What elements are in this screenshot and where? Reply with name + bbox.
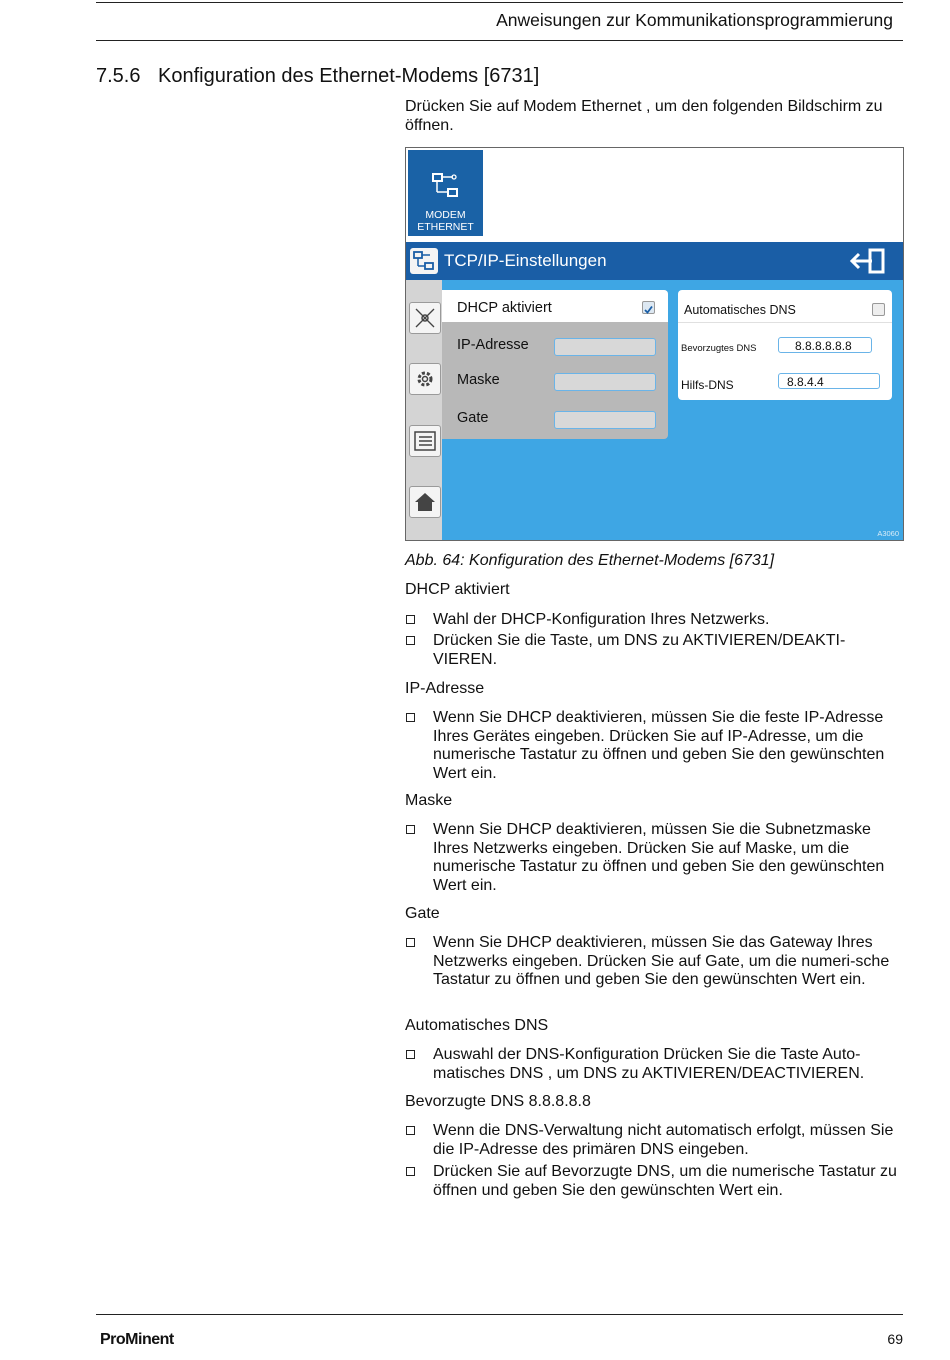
ip-label: IP-Adresse: [457, 337, 529, 353]
bullet-square: [406, 938, 415, 947]
menu-list-icon: [410, 426, 440, 456]
mask-label: Maske: [457, 372, 500, 388]
figure-caption: Abb. 64: Konfiguration des Ethernet-Modems [6731]: [405, 552, 775, 569]
side-button-network[interactable]: [409, 302, 441, 334]
bullet-square: [406, 713, 415, 722]
gear-icon: [410, 364, 440, 394]
ip-address-field[interactable]: [554, 338, 656, 356]
figure-id: A3060: [877, 529, 899, 538]
section-title: Konfiguration des Ethernet-Modems [6731]: [158, 65, 540, 87]
intro-text: Drücken Sie auf Modem Ethernet , um den folgenden Bildschirm zu öffnen.: [405, 98, 883, 134]
pref-dns-field[interactable]: 8.8.8.8.8.8: [778, 337, 872, 353]
section-heading: [96, 65, 539, 88]
bullet-item: Wenn Sie DHCP deaktivieren, müssen Sie die feste IP-Adresse Ihres Gerätes eingeben. Drücken Sie auf IP-Adresse, um die numerische Tastatur zu öffnen und geben Sie den gewünschten Wert ein.: [405, 709, 903, 783]
exit-icon[interactable]: [848, 247, 888, 275]
term-mask: Maske: [405, 792, 453, 809]
tcpip-screen: [406, 242, 903, 540]
dhcp-label: DHCP aktiviert: [457, 300, 552, 316]
check-icon: [643, 304, 654, 315]
tile-label-1: MODEM: [425, 209, 466, 221]
bullet-item: Wenn die DNS-Verwaltung nicht automatisch erfolgt, müssen Sie die IP-Adresse des primären DNS eingeben.: [405, 1122, 903, 1159]
screenshot-figure: [405, 147, 904, 541]
bullet-square: [406, 1167, 415, 1176]
top-rule: [96, 2, 903, 3]
alt-dns-field[interactable]: 8.8.4.4: [778, 373, 880, 389]
footer-rule: [96, 1314, 903, 1315]
tile-label-2: ETHERNET: [417, 221, 474, 233]
term-dhcp: DHCP aktiviert: [405, 581, 510, 598]
screen-titlebar: [406, 242, 903, 280]
network-settings-icon: [410, 248, 438, 274]
bullet-item: Wenn Sie DHCP deaktivieren, müssen Sie das Gateway Ihres Netzwerks eingeben. Drücken Sie auf Gate, um die numeri-sche Tastatur zu öffnen und geben Sie den gewünschten Wert ein.: [405, 934, 903, 990]
term-gate: Gate: [405, 905, 440, 922]
gate-label: Gate: [457, 410, 489, 426]
network-nodes-icon: [410, 303, 440, 333]
term-pref-dns: Bevorzugte DNS 8.8.8.8.8: [405, 1093, 591, 1110]
gate-field[interactable]: [554, 411, 656, 429]
bullet-item: Auswahl der DNS-Konfiguration Drücken Sie die Taste Auto-matisches DNS , um DNS zu AKTIVIEREN/DEACTIVIEREN.: [405, 1046, 903, 1083]
auto-dns-label: Automatisches DNS: [684, 303, 796, 317]
screen-title: TCP/IP-Einstellungen: [444, 251, 607, 270]
side-button-settings[interactable]: [409, 363, 441, 395]
bullet-item: Drücken Sie auf Bevorzugte DNS, um die numerische Tastatur zu öffnen und geben Sie den gewünschten Wert ein.: [405, 1163, 903, 1200]
home-icon: [410, 487, 440, 517]
mask-field[interactable]: [554, 373, 656, 391]
bullet-item: Drücken Sie die Taste, um DNS zu AKTIVIEREN/DEAKTI-VIEREN.: [405, 632, 903, 669]
network-icon: [431, 172, 461, 200]
brand-logo: ProMinent: [100, 1331, 174, 1348]
bullet-square: [406, 1050, 415, 1059]
bullet-item: Wenn Sie DHCP deaktivieren, müssen Sie die Subnetzmaske Ihres Netzwerks eingeben. Drücken Sie auf Maske, um die numerische Tastatur zu öffnen und geben Sie den gewünschten Wert ein.: [405, 821, 903, 895]
alt-dns-label: Hilfs-DNS: [681, 378, 734, 392]
auto-dns-checkbox[interactable]: [872, 303, 885, 316]
bullet-square: [406, 1126, 415, 1135]
ip-settings-panel: [442, 290, 668, 439]
bullet-item: Wahl der DHCP-Konfiguration Ihres Netzwerks.: [405, 611, 903, 630]
bullet-square: [406, 615, 415, 624]
section-number: 7.5.6: [96, 65, 141, 87]
bullet-square: [406, 636, 415, 645]
header-title: Anweisungen zur Kommunikationsprogrammierung: [496, 10, 893, 30]
pref-dns-label: Bevorzugtes DNS: [681, 343, 757, 354]
modem-ethernet-tile[interactable]: [408, 150, 483, 236]
dns-settings-panel: [678, 290, 892, 400]
side-button-home[interactable]: [409, 486, 441, 518]
page-number: 69: [887, 1331, 903, 1347]
side-button-menu[interactable]: [409, 425, 441, 457]
bullet-square: [406, 825, 415, 834]
term-auto-dns: Automatisches DNS: [405, 1017, 549, 1034]
side-menu: [406, 280, 442, 540]
dhcp-checkbox[interactable]: [642, 301, 655, 314]
term-ip: IP-Adresse: [405, 680, 485, 697]
header-rule: [96, 40, 903, 41]
